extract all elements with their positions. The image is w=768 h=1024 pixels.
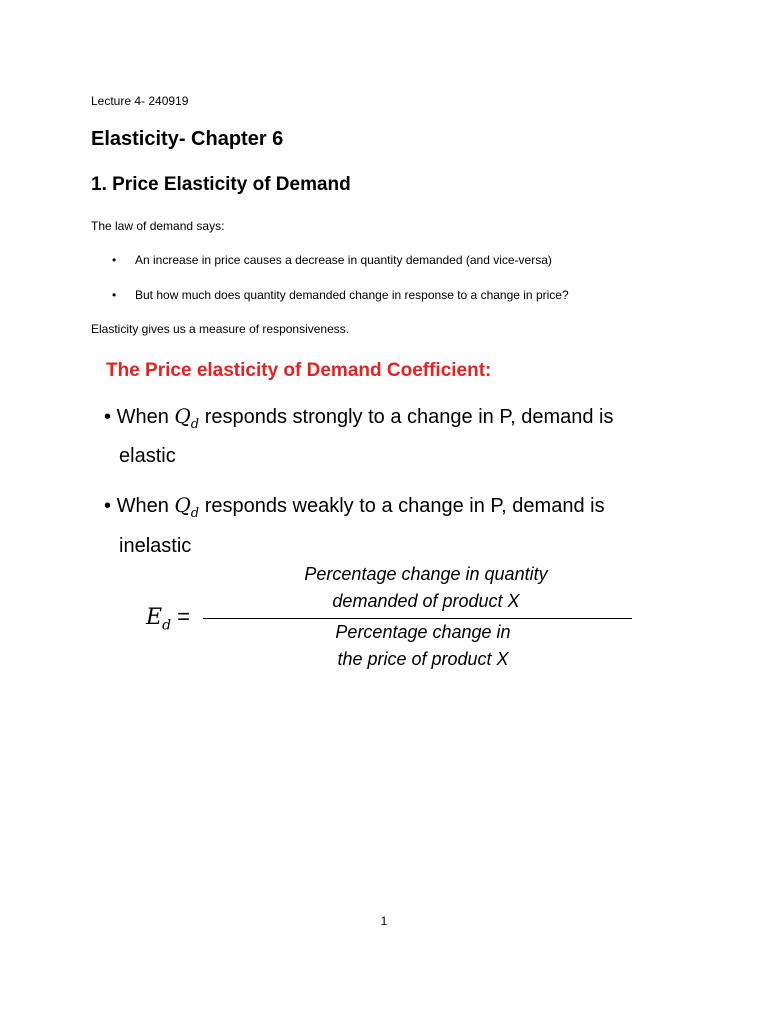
slide-title: The Price elasticity of Demand Coefficient: (106, 360, 492, 381)
list-item-text: But how much does quantity demanded change in response to a change in price? (135, 288, 569, 302)
list-item-text: An increase in price causes a decrease in quantity demanded (and vice-versa) (135, 253, 552, 267)
quantity-demanded-variable: $Q_d$ (174, 493, 200, 521)
page-number: 1 (380, 914, 388, 928)
quantity-demanded-variable: $Q_d$ (174, 404, 200, 432)
elasticity-formula (0, 560, 768, 680)
closing-text: Elasticity gives us a measure of responsiveness. (91, 322, 350, 336)
slide-bullet-weak (104, 493, 605, 521)
intro-text: The law of demand says: (91, 219, 225, 233)
slide-bullet-continuation: elastic (119, 445, 176, 467)
bullet-icon: • (112, 288, 117, 302)
formula-numerator-line: Percentage change in quantity (304, 564, 548, 584)
slide-bullet-tail: responds strongly to a change in P, demand is (204, 406, 614, 428)
formula-lhs: $E_d$ = (146, 604, 190, 634)
bullet-icon: • (112, 253, 117, 267)
formula-numerator-line: demanded of product X (332, 591, 520, 611)
slide-bullet-strong (104, 404, 613, 432)
bullet-icon: • (104, 495, 112, 517)
bullet-icon: • (104, 406, 112, 428)
fraction-bar (203, 618, 632, 619)
slide-bullet-tail: responds weakly to a change in P, demand is (204, 495, 605, 517)
document-title: Elasticity- Chapter 6 (91, 128, 284, 150)
lecture-label: Lecture 4- 240919 (91, 94, 189, 108)
list-item (91, 253, 691, 288)
slide-bullet-continuation: inelastic (119, 535, 192, 557)
section-heading: 1. Price Elasticity of Demand (91, 174, 351, 195)
formula-denominator-line: Percentage change in (335, 622, 511, 642)
formula-denominator-line: the price of product X (337, 649, 509, 669)
slide-bullet-lead: When (116, 495, 175, 517)
list-item (91, 288, 691, 323)
slide-bullet-lead: When (116, 406, 175, 428)
bullet-list (91, 253, 691, 323)
